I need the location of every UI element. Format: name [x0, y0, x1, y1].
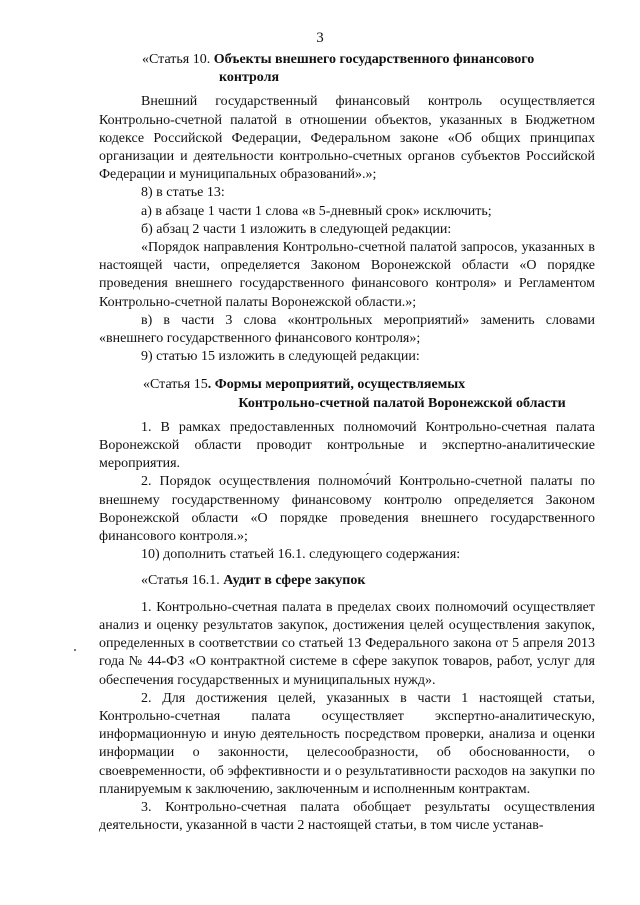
- article-15-title-line2: Контрольно-счетной палатой Воронежской области: [238, 395, 566, 411]
- amendment-8-header: 8) в статье 13:: [141, 185, 225, 201]
- page-number: 3: [316, 30, 324, 46]
- article-16-1-paragraph-2: 2. Для достижения целей, указанных в части 1 настоящей статьи, Контрольно-счетная палата осуществляет экспертно-аналитическую, информационную и иную деятельность посредством проверки, анализа и оценки информации о законности, целесообразности, об обоснованности, о своевременности, об эффективности и о результативности расходов на закупки по планируемым к заключению, заключенным и исполненным контрактам.: [99, 690, 595, 797]
- article-16-1-paragraph-3: 3. Контрольно-счетная палата обобщает результаты осуществления деятельности, указанной в части 2 настоящей статьи, в том числе устанав-: [99, 799, 595, 834]
- article-10-body: Внешний государственный финансовый контроль осуществляется Контрольно-счетной палатой в отношении объектов, указанных в Бюджетном кодексе Российской Федерации, Федеральном законе «Об общих принципах организации и деятельности контрольно-счетных органов субъектов Российской Федерации и муниципальных образований».»;: [99, 94, 595, 183]
- amendment-8c: в) в части 3 слова «контрольных мероприятий» заменить словами «внешнего государственного финансового контроля»;: [99, 312, 595, 347]
- article-15-prefix: «Статья 15: [143, 377, 208, 393]
- article-10-prefix: «Статья 10.: [142, 52, 214, 67]
- article-10-title-line2: контроля: [219, 70, 280, 86]
- document-body: [99, 51, 595, 835]
- article-15-heading: [99, 376, 595, 412]
- amendment-9: 9) статью 15 изложить в следующей редакции:: [141, 349, 420, 365]
- article-15-title-line1: . Формы мероприятий, осуществляемых: [207, 377, 466, 393]
- article-16-1-heading: [99, 572, 595, 590]
- amendment-8a: а) в абзаце 1 части 1 слова «в 5-дневный срок» исключить;: [141, 203, 492, 219]
- amendment-8b: б) абзац 2 части 1 изложить в следующей редакции:: [141, 221, 452, 237]
- article-15-paragraph-2: 2. Порядок осуществления полномо́чий Контрольно-счетной палаты по внешнему государственному финансовому контролю определяется Законом Воронежской области «О порядке проведения внешнего государственного финансового контроля.»;: [99, 474, 595, 545]
- article-10-title-line1: Объекты внешнего государственного финансового: [213, 52, 535, 67]
- article-15-paragraph-1: 1. В рамках предоставленных полномочий Контрольно-счетная палата Воронежской области проводит контрольные и экспертно-аналитические мероприятия.: [99, 419, 595, 472]
- article-16-1-title: Аудит в сфере закупок: [223, 573, 366, 589]
- amendment-10: 10) дополнить статьей 16.1. следующего содержания:: [141, 547, 461, 563]
- margin-dot: [74, 649, 76, 651]
- article-16-1-prefix: «Статья 16.1.: [141, 573, 224, 589]
- article-10-heading: [99, 51, 595, 87]
- article-16-1-paragraph-1: 1. Контрольно-счетная палата в пределах своих полномочий осуществляет анализ и оценку результатов закупок, достижения целей осуществления закупок, определенных в соответствии со статьей 13 Федерального закона от 5 апреля 2013 года № 44-ФЗ «О контрактной системе в сфере закупок товаров, работ, услуг для обеспечения государственных и муниципальных нужд».: [99, 599, 595, 688]
- amendment-8b-text: «Порядок направления Контрольно-счетной палатой запросов, указанных в настоящей части, определяется Законом Воронежской области «О порядке проведения внешнего государственного финансового контроля» и Регламентом Контрольно-счетной палаты Воронежской области.»;: [99, 240, 595, 310]
